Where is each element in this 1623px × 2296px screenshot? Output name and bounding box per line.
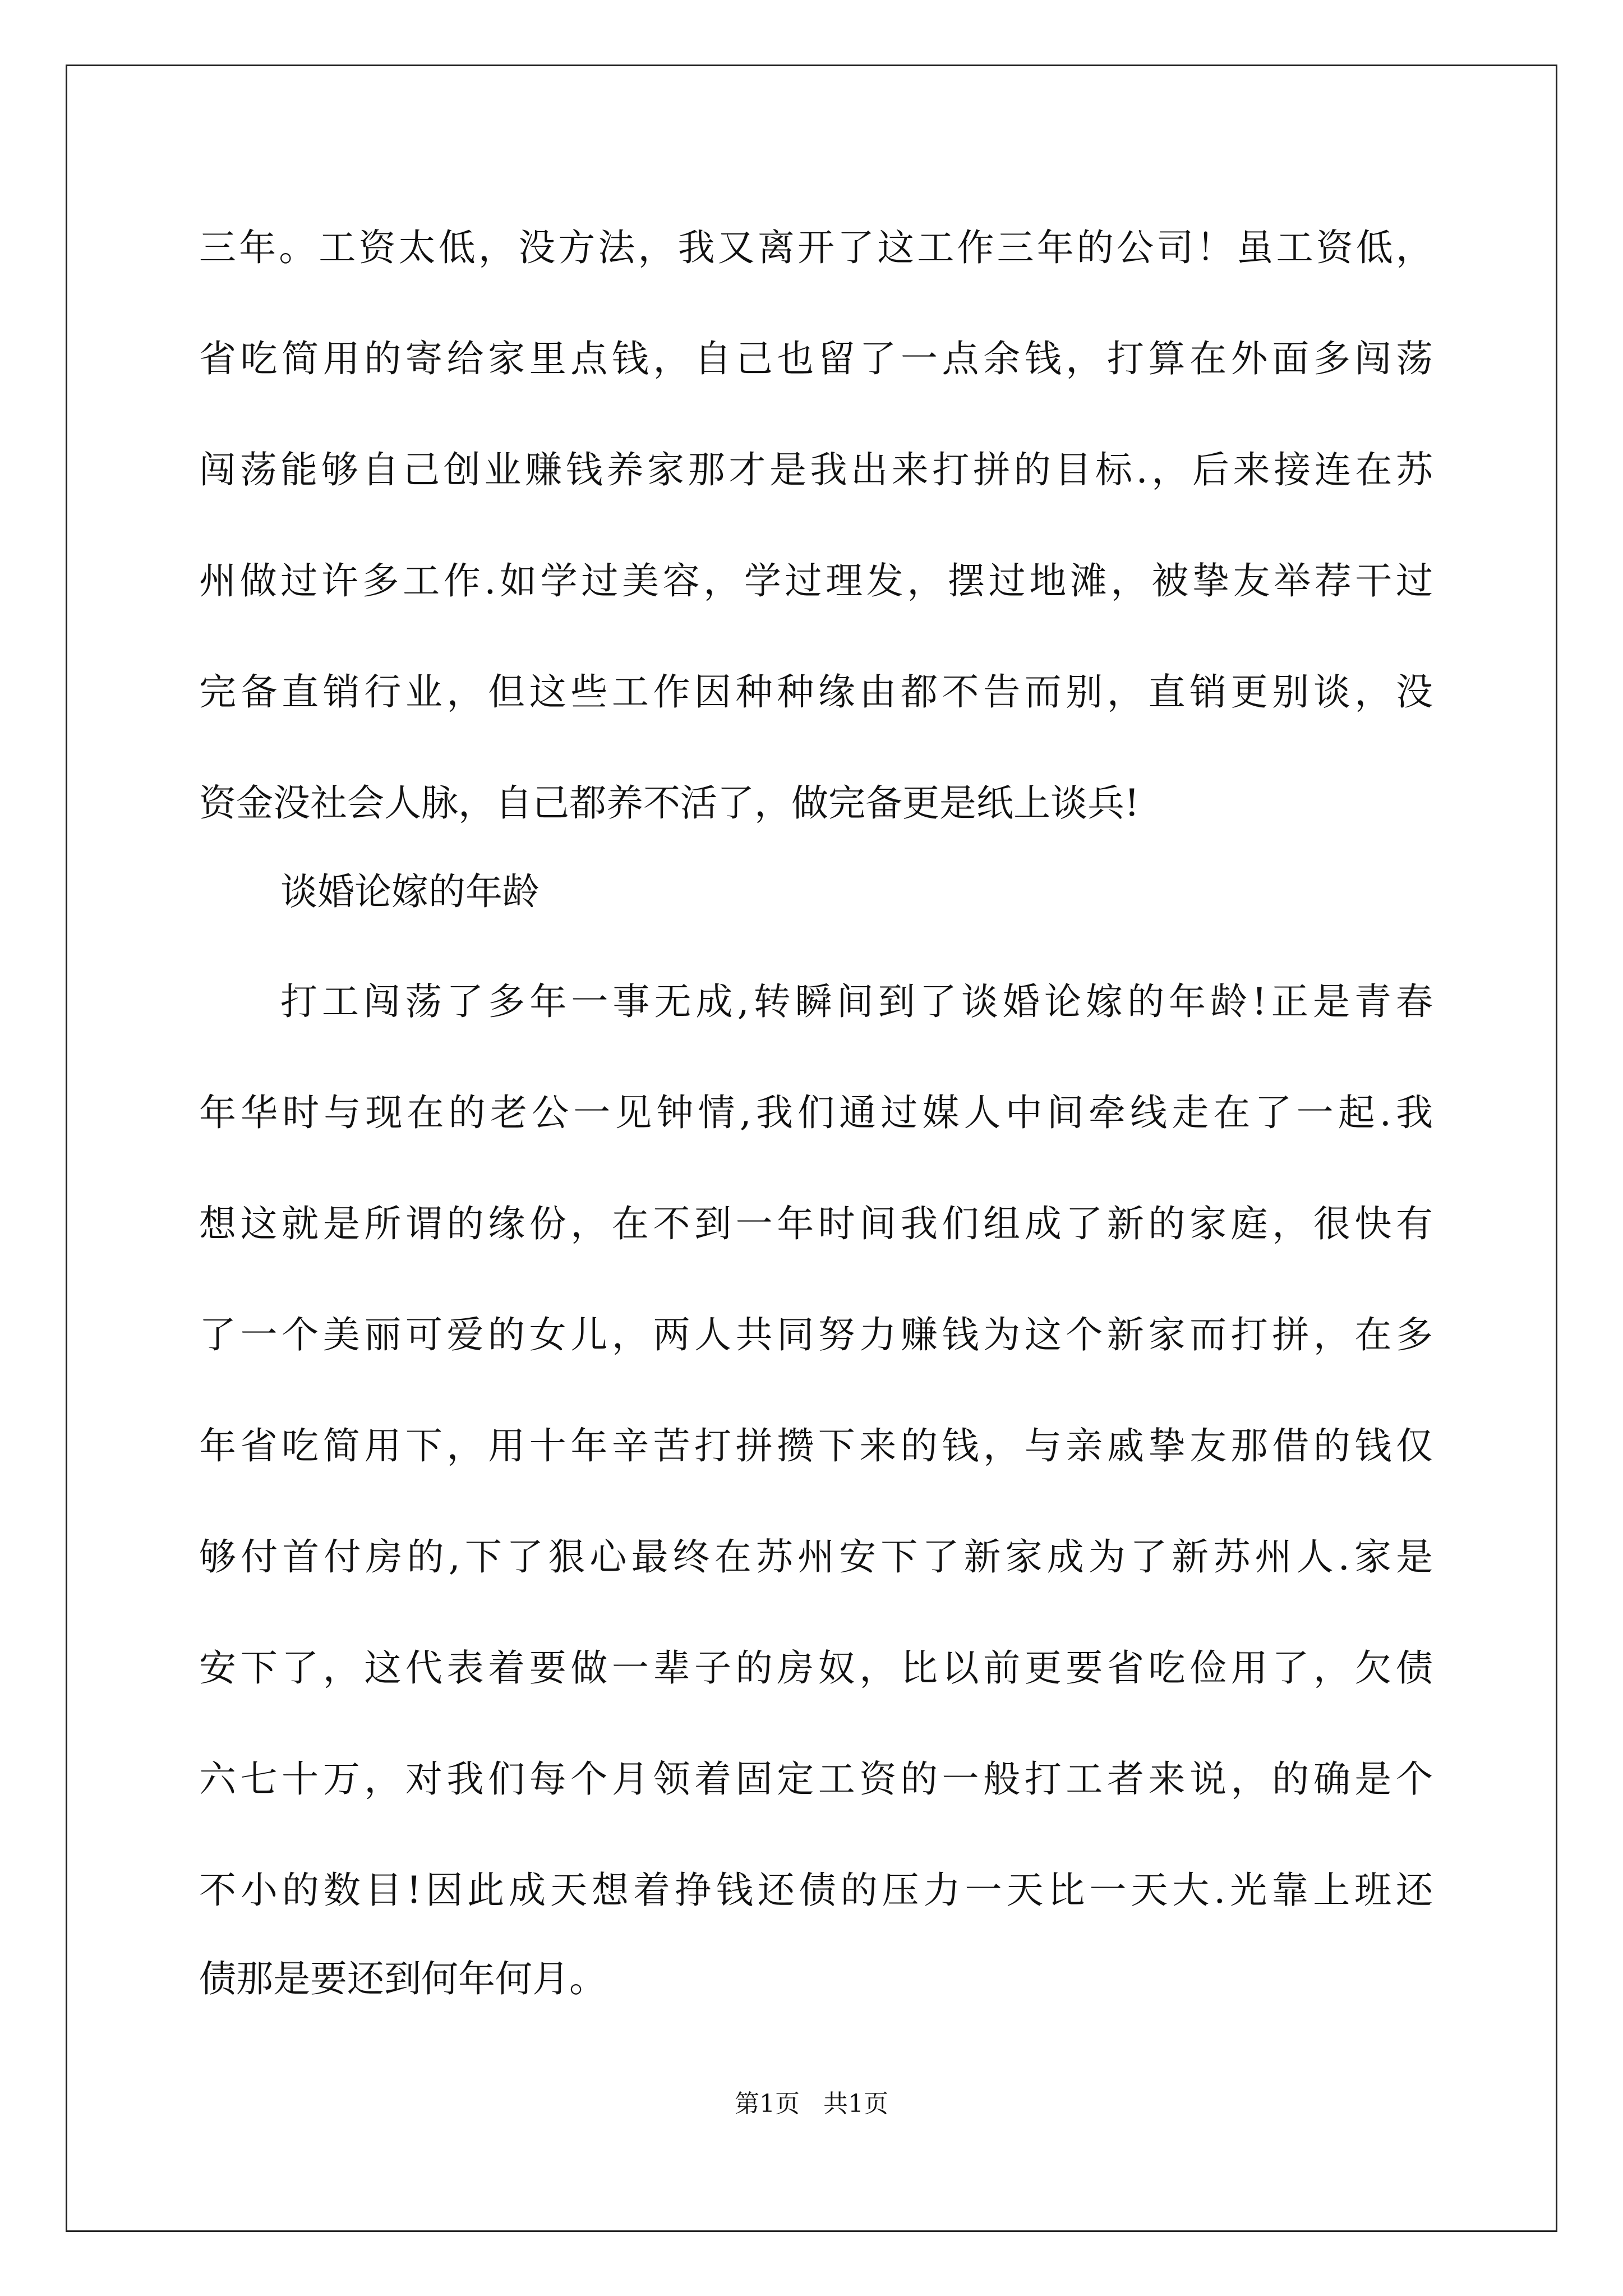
section-heading: 谈婚论嫁的年龄	[280, 870, 540, 913]
paragraph-2-line-10: 债那是要还到何年何月。	[199, 1957, 606, 2000]
paragraph-2-line-9: 不小的数目!因此成天想着挣钱还债的压力一天比一天大.光靠上班还	[199, 1869, 1433, 1912]
paragraph-2-line-8: 六七十万，对我们每个月领着固定工资的一般打工者来说，的确是个	[199, 1757, 1433, 1801]
paragraph-1-line-2: 省吃简用的寄给家里点钱，自己也留了一点余钱，打算在外面多闯荡	[199, 337, 1433, 380]
page-number-footer: 第1页 共1页	[735, 2090, 888, 2118]
paragraph-1-line-3: 闯荡能够自己创业赚钱养家那才是我出来打拼的目标.，后来接连在苏	[199, 448, 1433, 491]
paragraph-2-line-4: 了一个美丽可爱的女儿，两人共同努力赚钱为这个新家而打拼，在多	[199, 1313, 1433, 1356]
paragraph-1-line-1: 三年。工资太低，没方法，我又离开了这工作三年的公司！虽工资低，	[199, 226, 1433, 269]
paragraph-2-line-6: 够付首付房的,下了狠心最终在苏州安下了新家成为了新苏州人.家是	[199, 1535, 1433, 1579]
paragraph-1-line-6: 资金没社会人脉，自己都养不活了，做完备更是纸上谈兵!	[199, 781, 1140, 825]
paragraph-2-line-2: 年华时与现在的老公一见钟情,我们通过媒人中间牵线走在了一起.我	[199, 1091, 1433, 1134]
paragraph-2-line-3: 想这就是所谓的缘份，在不到一年时间我们组成了新的家庭，很快有	[199, 1202, 1433, 1245]
paragraph-2-line-7: 安下了，这代表着要做一辈子的房奴，比以前更要省吃俭用了，欠债	[199, 1646, 1433, 1690]
paragraph-2-line-5: 年省吃简用下，用十年辛苦打拼攒下来的钱，与亲戚挚友那借的钱仅	[199, 1424, 1433, 1467]
paragraph-2-line-1: 打工闯荡了多年一事无成,转瞬间到了谈婚论嫁的年龄!正是青春	[280, 980, 1433, 1023]
paragraph-1-line-4: 州做过许多工作.如学过美容，学过理发，摆过地滩，被挚友举荐干过	[199, 559, 1433, 602]
paragraph-1-line-5: 完备直销行业，但这些工作因种种缘由都不告而别，直销更别谈，没	[199, 670, 1433, 714]
